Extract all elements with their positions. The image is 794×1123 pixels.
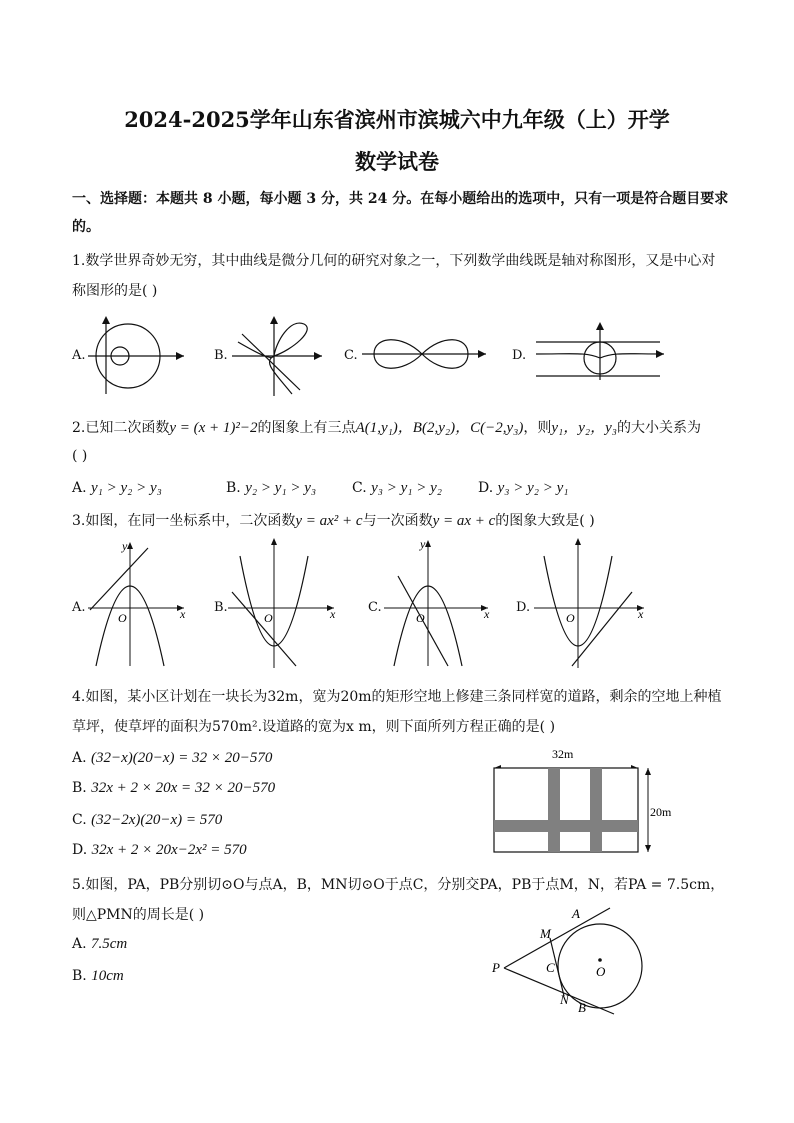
q2-text-b: 的图象上有三点 (257, 420, 356, 436)
svg-text:O: O (596, 964, 606, 979)
q2-option-d: D. y₃ > y₂ > y₁ (478, 480, 569, 496)
q3-graph-d (534, 536, 654, 668)
q4-road-vertical-2 (590, 768, 602, 852)
q3-graph-a (88, 536, 198, 668)
svg-text:O: O (264, 611, 273, 625)
q1-stem-cont: 称图形的是( ) (72, 283, 158, 299)
q1-label-b: B. (214, 348, 228, 363)
q1-label-d: D. (512, 348, 527, 363)
q4-width-label: 32m (552, 747, 574, 761)
q3-graph-c (384, 536, 496, 668)
q2-text-a: 2.已知二次函数 (72, 420, 170, 436)
q4-height-label: 20m (650, 805, 672, 819)
q3-stem: 3.如图，在同一坐标系中，二次函数y = ax² + c与一次函数y = ax + c的图象大致是( ) (72, 513, 595, 529)
q4-option-d: D. 32x + 2 × 20x−2x² = 570 (72, 842, 247, 858)
q5-stem-cont: 则△PMN的周长是( ) (72, 907, 205, 923)
svg-text:y: y (122, 539, 128, 553)
q2-stem (72, 416, 701, 437)
svg-text:A: A (572, 906, 580, 921)
section-heading-cont: 的。 (72, 219, 100, 235)
q4-stem: 4.如图，某小区计划在一块长为32m，宽为20m的矩形空地上修建三条同样宽的道路，剩余的空地上种植 (72, 689, 722, 705)
q4-road-vertical-1 (548, 768, 560, 852)
q2-text-c: ，则 (523, 420, 552, 436)
q4-option-c: C. (32−2x)(20−x) = 570 (72, 812, 223, 828)
q1-figure-b (232, 312, 332, 396)
q2-text-d: 的大小关系为 (616, 420, 701, 436)
svg-text:O: O (566, 611, 575, 625)
q1-figure-a (88, 312, 188, 396)
q4-road-figure (494, 744, 684, 858)
svg-text:P: P (492, 960, 500, 975)
q5-tangent-figure (488, 904, 648, 1016)
svg-text:C: C (546, 960, 555, 975)
q1-figure-d (534, 322, 666, 382)
svg-text:B: B (578, 1000, 586, 1015)
svg-text:x: x (180, 607, 186, 621)
section-heading: 一、选择题：本题共 8 小题，每小题 3 分，共 24 分。在每小题给出的选项中，只有一项是符合题目要求 (72, 191, 729, 207)
exam-subtitle: 数学试卷 (355, 149, 439, 174)
q2-formula: y = (x + 1)²−2 (169, 420, 258, 436)
exam-title: 2024-2025学年山东省滨州市滨城六中九年级（上）开学 (124, 107, 670, 132)
q1-label-c: C. (344, 348, 358, 363)
q3-label-c: C. (368, 600, 382, 615)
q3-label-b: B. (214, 600, 228, 615)
q4-road-horizontal (494, 820, 638, 832)
svg-text:x: x (638, 607, 644, 621)
q2-vars: y₁，y₂，y₃ (551, 420, 617, 436)
q2-option-a: A. y₁ > y₂ > y₃ (72, 480, 162, 496)
q2-option-c: C. y₃ > y₁ > y₂ (352, 480, 442, 496)
q2-points: A(1,y₁)，B(2,y₂)，C(−2,y₃) (355, 420, 524, 436)
q4-option-b: B. 32x + 2 × 20x = 32 × 20−570 (72, 780, 276, 796)
q3-formula-linear: y = ax + c (432, 513, 496, 529)
svg-text:x: x (330, 607, 336, 621)
svg-text:M: M (540, 926, 551, 941)
q5-option-a: A. 7.5cm (72, 936, 128, 952)
q3-label-a: A. (72, 600, 86, 615)
q1-stem: 1.数学世界奇妙无穷，其中曲线是微分几何的研究对象之一，下列数学曲线既是轴对称图形，又是中心对 (72, 253, 716, 269)
q3-graph-b (228, 536, 348, 668)
svg-text:x: x (484, 607, 490, 621)
svg-text:O: O (118, 611, 127, 625)
q5-option-b: B. 10cm (72, 968, 124, 984)
svg-text:O: O (416, 611, 425, 625)
svg-text:N: N (560, 992, 569, 1007)
q2-option-b: B. y₂ > y₁ > y₃ (226, 480, 317, 496)
q3-label-d: D. (516, 600, 531, 615)
q1-figure-c (362, 322, 492, 392)
q1-label-a: A. (72, 348, 86, 363)
svg-text:y: y (420, 537, 426, 551)
q3-formula-quadratic: y = ax² + c (295, 513, 363, 529)
q4-stem-cont: 草坪，使草坪的面积为570m².设道路的宽为x m，则下面所列方程正确的是( ) (72, 719, 556, 735)
q5-stem: 5.如图，PA，PB分别切⊙O与点A，B，MN切⊙O于点C，分别交PA，PB于点M，N，若PA = 7.5cm， (72, 877, 725, 893)
q2-paren: ( ) (72, 448, 88, 464)
q4-option-a: A. (32−x)(20−x) = 32 × 20−570 (72, 750, 273, 766)
